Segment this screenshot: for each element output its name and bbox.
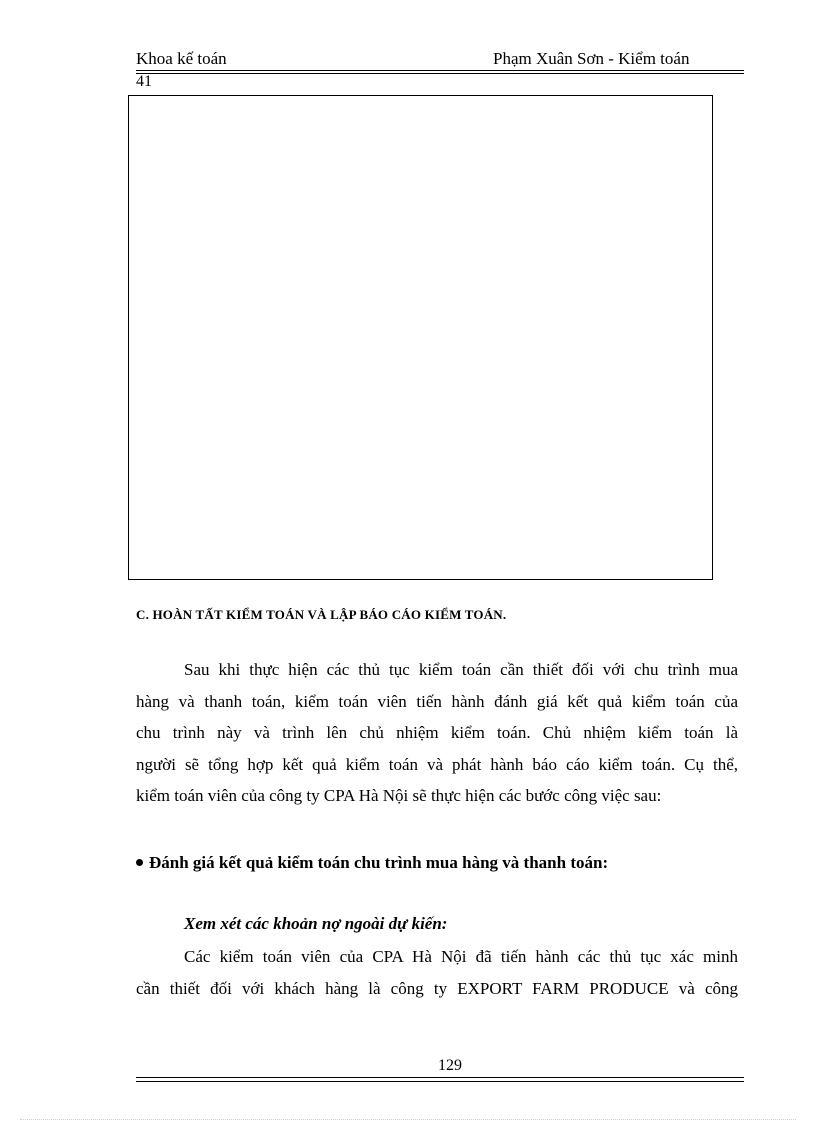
- header-sub-text: 41: [136, 73, 152, 90]
- bullet-icon: [136, 859, 143, 866]
- paragraph-1-line: chu trình này và trình lên chủ nhiệm kiểm toán. Chủ nhiệm kiểm toán là: [136, 723, 738, 742]
- subsection-heading: Xem xét các khoản nợ ngoài dự kiến:: [184, 914, 448, 933]
- page-edge: [20, 1119, 796, 1120]
- paragraph-2: [136, 941, 738, 1004]
- paragraph-2-line: Các kiểm toán viên của CPA Hà Nội đã tiến hành các thủ tục xác minh: [184, 947, 738, 966]
- figure-frame: [128, 95, 713, 580]
- footer-divider: [136, 1077, 744, 1078]
- page-number: 129: [438, 1057, 462, 1074]
- paragraph-1-line: người sẽ tổng hợp kết quả kiểm toán và phát hành báo cáo kiểm toán. Cụ thể,: [136, 754, 738, 774]
- paragraph-1: [136, 654, 738, 812]
- footer-divider-secondary: [136, 1081, 744, 1082]
- header-right-text: Phạm Xuân Sơn - Kiểm toán: [493, 49, 690, 68]
- paragraph-1-line: hàng và thanh toán, kiểm toán viên tiến hành đánh giá kết quả kiểm toán của: [136, 691, 738, 711]
- bullet-heading: [136, 853, 608, 873]
- header-left-text: Khoa kế toán: [136, 49, 227, 68]
- paragraph-1-line: Sau khi thực hiện các thủ tục kiểm toán cần thiết đối với chu trình mua: [184, 660, 738, 679]
- header-divider: [136, 70, 744, 71]
- header-divider-secondary: [136, 73, 744, 74]
- bullet-heading-text: Đánh giá kết quả kiểm toán chu trình mua hàng và thanh toán:: [149, 853, 609, 872]
- section-heading: C. HOÀN TẤT KIỂM TOÁN VÀ LẬP BÁO CÁO KIỂM TOÁN.: [136, 607, 507, 622]
- paragraph-2-line: cần thiết đối với khách hàng là công ty EXPORT FARM PRODUCE và công: [136, 978, 738, 998]
- paragraph-1-line: kiểm toán viên của công ty CPA Hà Nội sẽ thực hiện các bước công việc sau:: [136, 786, 662, 805]
